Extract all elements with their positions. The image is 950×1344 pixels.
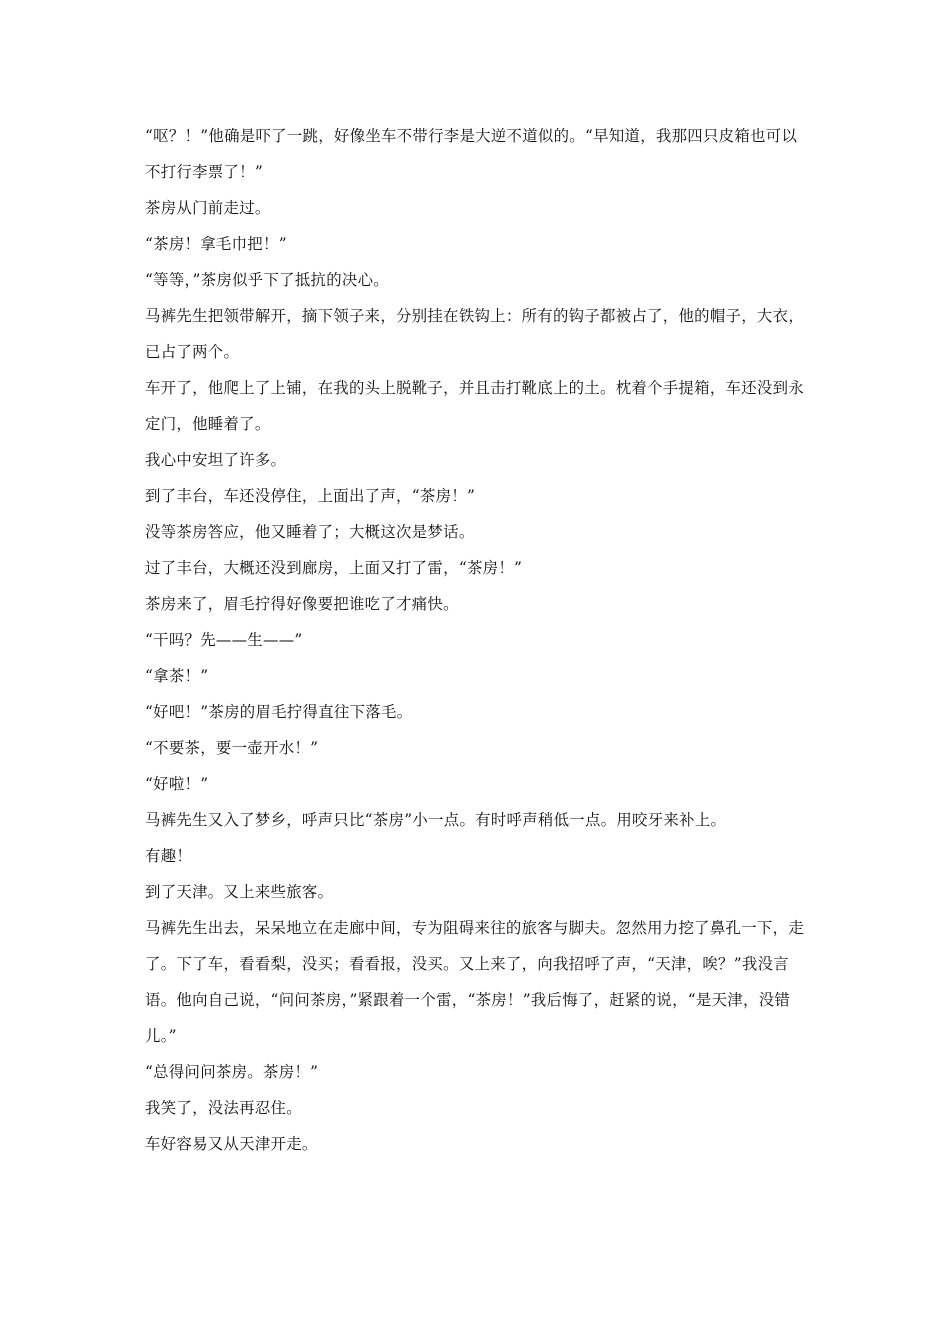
paragraph: 有趣！ (145, 847, 193, 865)
paragraph: “好啦！” (145, 775, 209, 793)
paragraph: 到了丰台，车还没停住，上面出了声，“茶房！” (145, 487, 476, 505)
paragraph: 没等茶房答应，他又睡着了；大概这次是梦话。 (145, 523, 475, 541)
paragraph: 过了丰台，大概还没到廊房，上面又打了雷，“茶房！” (145, 559, 523, 577)
document-body (145, 122, 805, 1166)
paragraph: 我笑了，没法再忍住。 (145, 1099, 302, 1117)
paragraph: 马裤先生出去，呆呆地立在走廊中间，专为阻碍来往的旅客与脚夫。忽然用力挖了鼻孔一下，走了。下了车，看看梨，没买；看看报，没买。又上来了，向我招呼了声，“天津，唉？”我没言语。他向自己说，“问问茶房，”紧跟着一个雷，“茶房！”我后悔了，赶紧的说，“是天津，没错儿。” (145, 919, 805, 1045)
paragraph: “总得问问茶房。茶房！” (145, 1063, 319, 1081)
paragraph: 茶房来了，眉毛拧得好像要把谁吃了才痛快。 (145, 595, 459, 613)
paragraph: 到了天津。又上来些旅客。 (145, 883, 334, 901)
paragraph: “好吧！”茶房的眉毛拧得直往下落毛。 (145, 703, 413, 721)
paragraph: “不要茶，要一壶开水！” (145, 739, 319, 757)
paragraph: 茶房从门前走过。 (145, 199, 271, 217)
paragraph: 车好容易又从天津开走。 (145, 1135, 318, 1153)
paragraph: “等等，”茶房似乎下了抵抗的决心。 (145, 271, 389, 289)
paragraph: “干吗？先——生——” (145, 631, 303, 649)
paragraph: 马裤先生又入了梦乡，呼声只比“茶房”小一点。有时呼声稍低一点。用咬牙来补上。 (145, 811, 727, 829)
paragraph: 我心中安坦了许多。 (145, 451, 287, 469)
paragraph: 车开了，他爬上了上铺，在我的头上脱靴子，并且击打靴底上的土。枕着个手提箱，车还没到永定门，他睡着了。 (145, 379, 805, 433)
paragraph: “呕？！”他确是吓了一跳，好像坐车不带行李是大逆不道似的。“早知道，我那四只皮箱也可以不打行李票了！” (145, 127, 798, 181)
paragraph: 马裤先生把领带解开，摘下领子来，分别挂在铁钩上：所有的钩子都被占了，他的帽子，大衣，已占了两个。 (145, 307, 805, 361)
paragraph: “拿茶！” (145, 667, 209, 685)
paragraph: “茶房！拿毛巾把！” (145, 235, 287, 253)
